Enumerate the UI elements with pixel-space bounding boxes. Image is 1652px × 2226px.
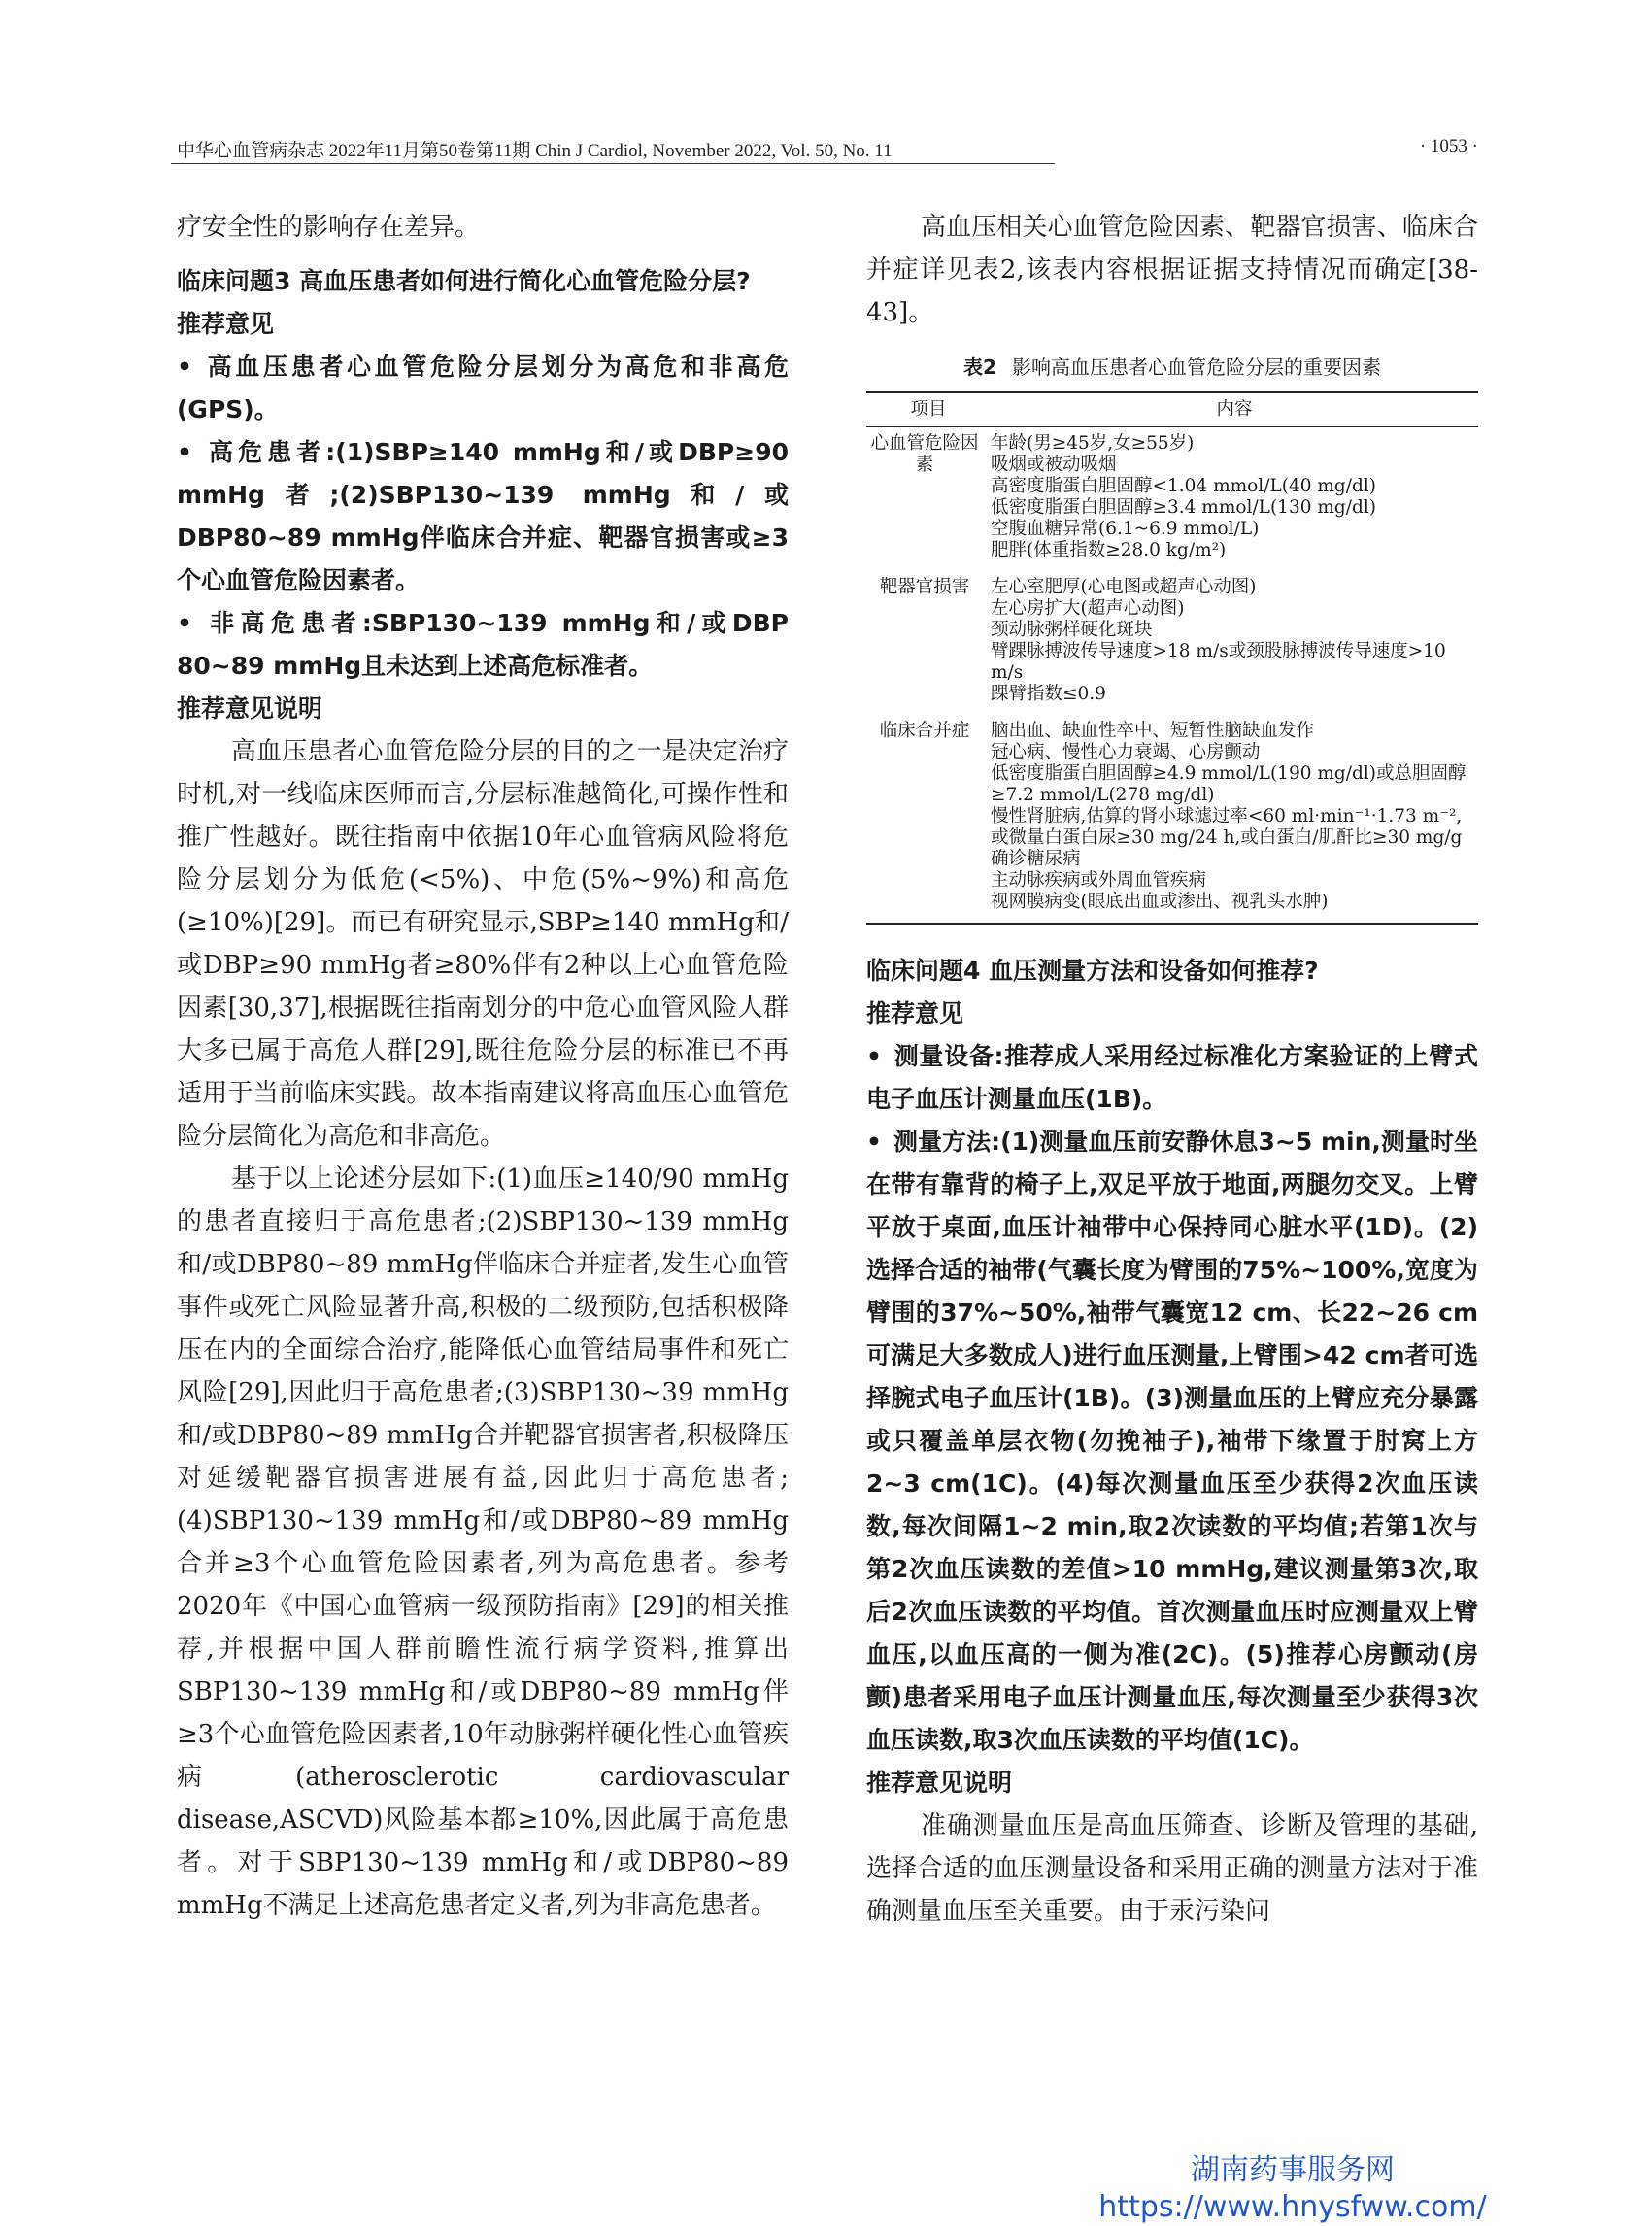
journal-citation: 中华心血管病杂志 2022年11月第50卷第11期 Chin J Cardiol, November 2022, Vol. 50, No. 11 xyxy=(177,141,893,161)
recommendation-bullet: • 测量设备:推荐成人采用经过标准化方案验证的上臂式电子血压计测量血压(1B)。 xyxy=(866,1042,1478,1113)
right-column xyxy=(866,206,1478,1933)
recommendation-bullet: • 非高危患者:SBP130~139 mmHg和/或DBP 80~89 mmHg且未达到上述高危标准者。 xyxy=(177,609,789,680)
continued-paragraph: 疗安全性的影响存在差异。 xyxy=(177,213,481,242)
site-watermark xyxy=(1084,2152,1501,2226)
header-rule xyxy=(171,163,1055,164)
left-column xyxy=(177,206,789,1927)
risk-factor-table xyxy=(866,391,1478,925)
table-title: 影响高血压患者心血管危险分层的重要因素 xyxy=(1011,355,1381,379)
clinical-question-4-title: 临床问题4 血压测量方法和设备如何推荐? xyxy=(866,957,1319,985)
recommendation-bullet: • 高血压患者心血管危险分层划分为高危和非高危(GPS)。 xyxy=(177,353,789,423)
explanation-heading: 推荐意见说明 xyxy=(866,1769,1013,1797)
table-cell-content: 脑出血、缺血性卒中、短暂性脑缺血发作 冠心病、慢性心力衰竭、心房颤动 低密度脂蛋白胆固醇≥4.9 mmol/L(190 mg/dl)或总胆固醇≥7.2 mmol/L(278 mg/dl) 慢性肾脏病,估算的肾小球滤过率<60 ml·min⁻¹·1.73 m⁻²,或微量白蛋白尿≥30 mg/24 h,或白蛋白/肌酐比≥30 mg/g 确诊糖尿病 主动脉疾病或外周血管疾病 视网膜病变(眼底出血或渗出、视乳头水肿) xyxy=(991,715,1478,924)
table-cell-content: 年龄(男≥45岁,女≥55岁) 吸烟或被动吸烟 高密度脂蛋白胆固醇<1.04 mmol/L(40 mg/dl) 低密度脂蛋白胆固醇≥3.4 mmol/L(130 mg/dl) 空腹血糖异常(6.1~6.9 mmol/L) 肥胖(体重指数≥28.0 kg/m²) xyxy=(991,433,1376,560)
running-header xyxy=(171,132,1478,161)
watermark-url[interactable]: https://www.hnysfww.com/ xyxy=(1098,2190,1487,2224)
table-category: 临床合并症 xyxy=(866,715,991,924)
watermark-site-name: 湖南药事服务网 xyxy=(1191,2153,1395,2187)
table-label: 表2 xyxy=(963,355,996,379)
recommendation-heading: 推荐意见 xyxy=(177,310,275,338)
table-cell-content: 左心室肥厚(心电图或超声心动图) 左心房扩大(超声心动图) 颈动脉粥样硬化斑块 臂踝脉搏波传导速度>18 m/s或颈股脉搏波传导速度>10 m/s 踝臂指数≤0.9 xyxy=(991,577,1446,704)
body-paragraph: 基于以上论述分层如下:(1)血压≥140/90 mmHg的患者直接归于高危患者;(2)SBP130~139 mmHg和/或DBP80~89 mmHg伴临床合并症者,发生心血管事件或死亡风险显著升高,积极的二级预防,包括积极降压在内的全面综合治疗,能降低心血管结局事件和死亡风险[29],因此归于高危患者;(3)SBP130~39 mmHg和/或DBP80~89 mmHg合并靶器官损害者,积极降压对延缓靶器官损害进展有益,因此归于高危患者;(4)SBP130~139 mmHg和/或DBP80~89 mmHg合并≥3个心血管危险因素者,列为高危患者。参考2020年《中国心血管病一级预防指南》[29]的相关推荐,并根据中国人群前瞻性流行病学资料,推算出SBP130~139 mmHg和/或DBP80~89 mmHg伴≥3个心血管危险因素者,10年动脉粥样硬化性心血管疾病(atherosclerotic cardiovascular disease,ASCVD)风险基本都≥10%,因此属于高危患者。对于SBP130~139 mmHg和/或DBP80~89 mmHg不满足上述高危患者定义者,列为非高危患者。 xyxy=(177,1164,789,1920)
table-category: 心血管危险因素 xyxy=(870,433,979,475)
table-category: 靶器官损害 xyxy=(879,577,970,597)
clinical-question-3-title: 临床问题3 高血压患者如何进行简化心血管危险分层? xyxy=(177,267,751,295)
recommendation-bullet: • 测量方法:(1)测量血压前安静休息3~5 min,测量时坐在带有靠背的椅子上,双足平放于地面,两腿勿交叉。上臂平放于桌面,血压计袖带中心保持同心脏水平(1D)。(2)选择合适的袖带(气囊长度为臂围的75%~100%,宽度为臂围的37%~50%,袖带气囊宽12 cm、长22~26 cm可满足大多数成人)进行血压测量,上臂围>42 cm者可选择腕式电子血压计(1B)。(3)测量血压的上臂应充分暴露或只覆盖单层衣物(勿挽袖子),袖带下缘置于肘窝上方2~3 cm(1C)。(4)每次测量血压至少获得2次血压读数,每次间隔1~2 min,取2次读数的平均值;若第1次与第2次血压读数的差值>10 mmHg,建议测量第3次,取后2次血压读数的平均值。首次测量血压时应测量双上臂血压,以血压高的一侧为准(2C)。(5)推荐心房颤动(房颤)患者采用电子血压计测量血压,每次测量至少获得3次血压读数,取3次血压读数的平均值(1C)。 xyxy=(866,1128,1478,1754)
table-header-item: 项目 xyxy=(866,392,991,427)
table-intro-paragraph: 高血压相关心血管危险因素、靶器官损害、临床合并症详见表2,该表内容根据证据支持情况而确定[38-43]。 xyxy=(866,213,1478,327)
recommendation-bullet: • 高危患者:(1)SBP≥140 mmHg和/或DBP≥90 mmHg者;(2)SBP130~139 mmHg和/或DBP80~89 mmHg伴临床合并症、靶器官损害或≥3个心血管危险因素者。 xyxy=(177,438,789,594)
explanation-heading: 推荐意见说明 xyxy=(177,694,323,723)
recommendation-heading: 推荐意见 xyxy=(866,999,964,1028)
table-header-content: 内容 xyxy=(991,392,1478,427)
body-paragraph: 准确测量血压是高血压筛查、诊断及管理的基础,选择合适的血压测量设备和采用正确的测量方法对于准确测量血压至关重要。由于汞污染问 xyxy=(866,1811,1478,1926)
table-caption xyxy=(866,352,1478,380)
body-paragraph: 高血压患者心血管危险分层的目的之一是决定治疗时机,对一线临床医师而言,分层标准越简化,可操作性和推广性越好。既往指南中依据10年心血管病风险将危险分层划分为低危(<5%)、中危(5%~9%)和高危(≥10%)[29]。而已有研究显示,SBP≥140 mmHg和/或DBP≥90 mmHg者≥80%伴有2种以上心血管危险因素[30,37],根据既往指南划分的中危心血管风险人群大多已属于高危人群[29],既往危险分层的标准已不再适用于当前临床实践。故本指南建议将高血压心血管危险分层简化为高危和非高危。 xyxy=(177,737,789,1151)
page-number: · 1053 · xyxy=(1419,136,1478,156)
